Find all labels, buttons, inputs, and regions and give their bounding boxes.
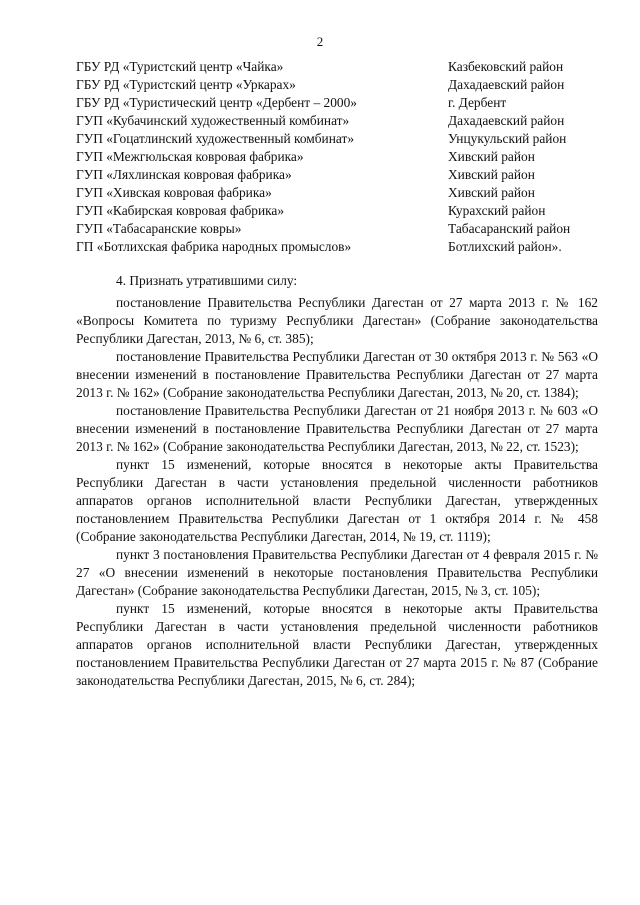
org-region: Хивский район [448, 149, 535, 164]
organizations-list [76, 58, 596, 256]
org-name: ГУП «Кубачинский художественный комбинат» [76, 113, 350, 128]
paragraph: пункт 15 изменений, которые вносятся в некоторые акты Правительства Республики Дагестан в части установления предельной численности работников аппаратов органов исполнительной власти Республики Дагестан, утвержденных постановлением Правительства Республики Дагестан от 27 марта 2015 г. № 87 (Собрание законодательства Республики Дагестан, 2015, № 6, ст. 284); [76, 601, 598, 688]
org-name: ГУП «Ляхлинская ковровая фабрика» [76, 167, 292, 182]
section-title: 4. Признать утратившими силу: [116, 273, 298, 288]
org-name: ГУП «Кабирская ковровая фабрика» [76, 203, 285, 218]
org-region: Хивский район [448, 185, 535, 200]
org-name: ГУП «Межгюльская ковровая фабрика» [76, 149, 304, 164]
org-row [76, 76, 596, 94]
paragraph: постановление Правительства Республики Дагестан от 21 ноября 2013 г. № 603 «О внесении изменений в постановление Правительства Республики Дагестан от 27 марта 2013 г. № 162» (Собрание законодательства Республики Дагестан, 2013, № 22, ст. 1523); [76, 403, 598, 454]
org-name: ГП «Ботлихская фабрика народных промыслов» [76, 239, 352, 254]
paragraph: пункт 15 изменений, которые вносятся в некоторые акты Правительства Республики Дагестан в части установления предельной численности работников аппаратов органов исполнительной власти Республики Дагестан, утвержденных постановлением Правительства Республики Дагестан от 1 октября 2014 г. № 458 (Собрание законодательства Республики Дагестан, 2014, № 19, ст. 1119); [76, 457, 598, 544]
org-row [76, 184, 596, 202]
org-region: г. Дербент [448, 95, 507, 110]
org-name: ГБУ РД «Туристский центр «Уркарах» [76, 77, 296, 92]
org-name: ГБУ РД «Туристский центр «Чайка» [76, 59, 284, 74]
org-name: ГБУ РД «Туристический центр «Дербент – 2000» [76, 95, 358, 110]
paragraph: постановление Правительства Республики Дагестан от 27 марта 2013 г. № 162 «Вопросы Комитета по туризму Республики Дагестан» (Собрание законодательства Республики Дагестан, 2013, № 6, ст. 385); [76, 295, 598, 346]
org-row [76, 220, 596, 238]
org-row [76, 238, 596, 256]
org-row [76, 148, 596, 166]
page-number: 2 [316, 34, 324, 49]
org-region: Дахадаевский район [448, 113, 565, 128]
org-region: Курахский район [448, 203, 546, 218]
org-region: Дахадаевский район [448, 77, 565, 92]
org-row [76, 94, 596, 112]
paragraph: постановление Правительства Республики Дагестан от 30 октября 2013 г. № 563 «О внесении изменений в постановление Правительства Республики Дагестан от 27 марта 2013 г. № 162» (Собрание законодательства Республики Дагестан, 2013, № 20, ст. 1384); [76, 349, 598, 400]
org-region: Ботлихский район». [448, 239, 562, 254]
org-row [76, 202, 596, 220]
org-row [76, 58, 596, 76]
org-region: Табасаранский район [448, 221, 571, 236]
repeal-section [76, 272, 598, 690]
org-name: ГУП «Табасаранские ковры» [76, 221, 242, 236]
org-region: Унцукульский район [448, 131, 567, 146]
paragraph: пункт 3 постановления Правительства Республики Дагестан от 4 февраля 2015 г. № 27 «О внесении изменений в некоторые постановления Правительства Республики Дагестан» (Собрание законодательства Республики Дагестан, 2015, № 3, ст. 105); [76, 547, 598, 598]
org-row [76, 130, 596, 148]
org-region: Хивский район [448, 167, 535, 182]
org-name: ГУП «Гоцатлинский художественный комбинат» [76, 131, 355, 146]
org-name: ГУП «Хивская ковровая фабрика» [76, 185, 272, 200]
org-region: Казбековский район [448, 59, 564, 74]
org-row [76, 166, 596, 184]
org-row [76, 112, 596, 130]
